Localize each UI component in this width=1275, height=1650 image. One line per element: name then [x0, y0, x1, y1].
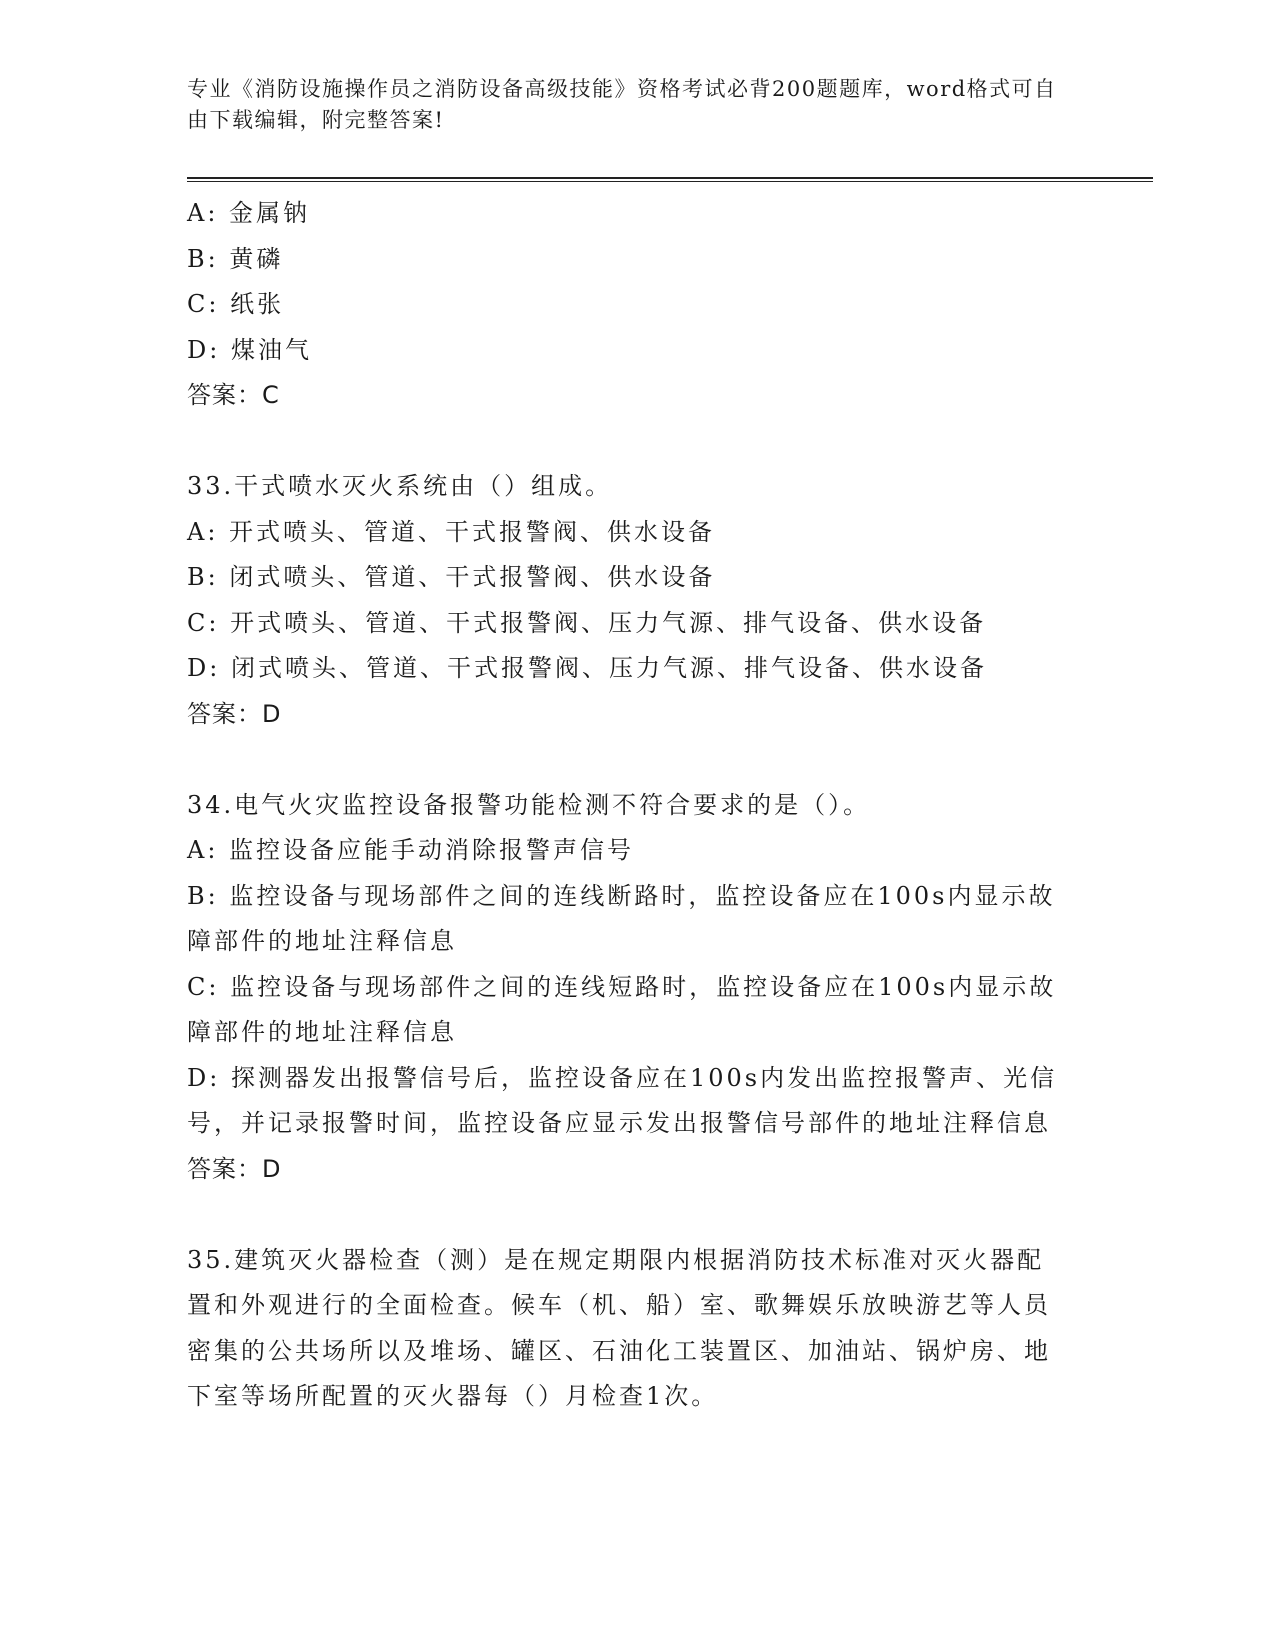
option-a: A: 开式喷头、管道、干式报警阀、供水设备 [187, 517, 716, 546]
option-c: C: 开式喷头、管道、干式报警阀、压力气源、排气设备、供水设备 [187, 608, 987, 637]
question-list [187, 191, 1067, 1420]
header-rule-thin [187, 181, 1153, 182]
option-c: C: 纸张 [187, 290, 285, 318]
question-stem: 33.干式喷水灭火系统由（）组成。 [187, 472, 613, 500]
option-a: A: 监控设备应能手动消除报警声信号 [187, 836, 635, 864]
question-block-34 [187, 783, 1067, 1193]
spacer [187, 419, 1067, 465]
question-stem: 35.建筑灭火器检查（测）是在规定期限内根据消防技术标准对灭火器配置和外观进行的全面检查。候车（机、船）室、歌舞娱乐放映游艺等人员密集的公共场所以及堆场、罐区、石油化工装置区、加油站、锅炉房、地下室等场所配置的灭火器每（）月检查1次。 [187, 1245, 1051, 1410]
header-rule-thick [187, 177, 1153, 179]
option-d: D: 探测器发出报警信号后，监控设备应在100s内发出监控报警声、光信号，并记录报警时间，监控设备应显示发出报警信号部件的地址注释信息 [187, 1063, 1058, 1137]
option-d: D: 煤油气 [187, 335, 312, 364]
option-b: B: 监控设备与现场部件之间的连线断路时，监控设备应在100s内显示故障部件的地址注释信息 [187, 881, 1056, 955]
question-block-32 [187, 191, 1067, 419]
document-header: 专业《消防设施操作员之消防设备高级技能》资格考试必背200题题库，word格式可自由下载编辑，附完整答案! [187, 77, 1057, 132]
question-block-33 [187, 464, 1067, 737]
option-b: B: 黄磷 [187, 244, 284, 273]
question-stem: 34.电气火灾监控设备报警功能检测不符合要求的是（）。 [187, 790, 871, 819]
question-block-35 [187, 1238, 1067, 1420]
option-c: C: 监控设备与现场部件之间的连线短路时，监控设备应在100s内显示故障部件的地址注释信息 [187, 972, 1057, 1046]
option-a: A: 金属钠 [187, 199, 311, 227]
spacer [187, 1192, 1067, 1238]
answer-line: 答案：D [187, 1154, 282, 1183]
option-b: B: 闭式喷头、管道、干式报警阀、供水设备 [187, 563, 716, 591]
answer-line: 答案：C [187, 381, 280, 409]
spacer [187, 737, 1067, 783]
option-d: D: 闭式喷头、管道、干式报警阀、压力气源、排气设备、供水设备 [187, 654, 987, 682]
answer-line: 答案：D [187, 699, 282, 728]
